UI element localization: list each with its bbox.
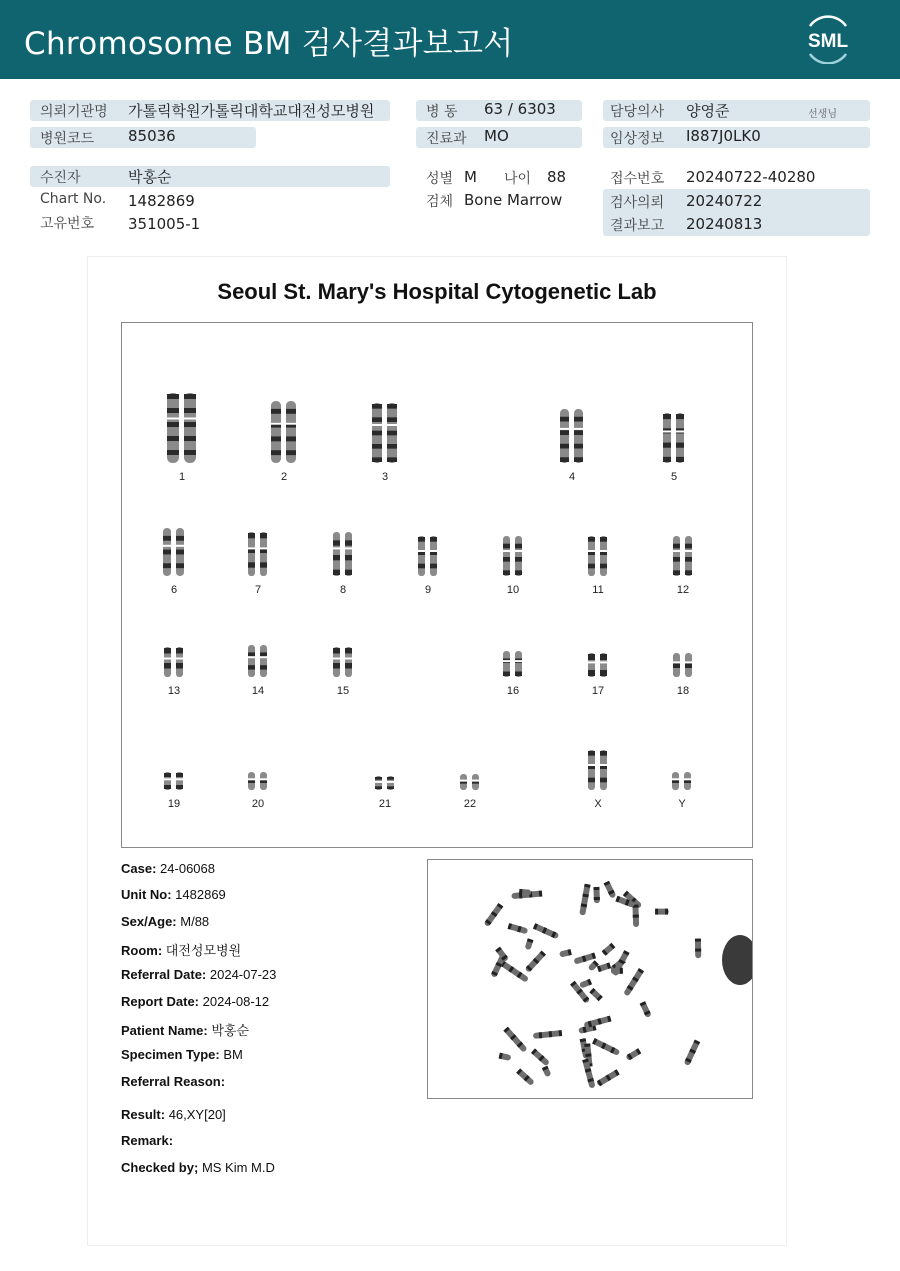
metaphase-chromosome bbox=[503, 1027, 527, 1053]
chromosome-label-10: 10 bbox=[506, 584, 520, 596]
chromosome-pair-20 bbox=[246, 770, 270, 792]
metaphase-chromosome bbox=[640, 1001, 652, 1018]
ward-value: 63 / 6303 bbox=[484, 100, 556, 118]
chromosome-label-4: 4 bbox=[568, 471, 576, 483]
chromosome-pair-15 bbox=[331, 645, 355, 679]
chromosome-label-19: 19 bbox=[167, 798, 181, 810]
metaphase-spread bbox=[428, 860, 752, 1098]
room-value: 대전성모병원 bbox=[165, 943, 242, 958]
hospital-code-value: 85036 bbox=[128, 127, 176, 145]
pname-line bbox=[121, 1020, 249, 1039]
unit-label: Unit No: bbox=[121, 887, 172, 902]
receipt-label: 접수번호 bbox=[610, 171, 665, 187]
chromosome-label-12: 12 bbox=[676, 584, 690, 596]
chromosome-label-13: 13 bbox=[167, 685, 181, 697]
chromosome-pair-14 bbox=[246, 643, 270, 679]
metaphase-chromosome bbox=[500, 960, 529, 982]
patient-band bbox=[30, 166, 390, 187]
metaphase-chromosome bbox=[508, 923, 529, 934]
metaphase-chromosome bbox=[559, 949, 572, 957]
metaphase-image bbox=[427, 859, 753, 1099]
result-value: 46,XY[20] bbox=[168, 1107, 226, 1122]
metaphase-chromosome bbox=[655, 909, 669, 915]
metaphase-chromosome bbox=[625, 1048, 641, 1061]
chart-value: 1482869 bbox=[128, 192, 195, 210]
chart-label: Chart No. bbox=[40, 191, 107, 207]
chromosome-pair-21 bbox=[373, 774, 397, 792]
sexage-value: M/88 bbox=[180, 914, 210, 929]
chromosome-label-22: 22 bbox=[463, 798, 477, 810]
metaphase-chromosome bbox=[604, 881, 617, 899]
ward-label: 병 동 bbox=[426, 104, 458, 120]
metaphase-chromosome bbox=[579, 884, 590, 916]
institution-value: 가톨릭학원가톨릭대학교대전성모병원 bbox=[128, 102, 375, 120]
chromosome-pair-7 bbox=[246, 530, 270, 578]
metaphase-chromosome bbox=[483, 903, 503, 927]
clinical-label: 임상정보 bbox=[610, 131, 665, 147]
remark-line bbox=[121, 1133, 173, 1148]
reason-line bbox=[121, 1074, 225, 1089]
metaphase-chromosome bbox=[584, 1016, 612, 1029]
metaphase-chromosome bbox=[601, 943, 615, 956]
metaphase-chromosome bbox=[582, 1059, 595, 1089]
age-label: 나이 bbox=[504, 171, 532, 187]
chromosome-label-17: 17 bbox=[591, 685, 605, 697]
specimen-value: Bone Marrow bbox=[464, 191, 563, 209]
chromosome-label-14: 14 bbox=[251, 685, 265, 697]
metaphase-chromosome bbox=[519, 889, 531, 896]
metaphase-chromosome bbox=[695, 939, 701, 959]
result-line bbox=[121, 1107, 226, 1122]
lab-title: Seoul St. Mary's Hospital Cytogenetic Lab bbox=[217, 279, 657, 304]
metaphase-chromosome bbox=[589, 988, 603, 1001]
chromosome-label-1: 1 bbox=[178, 471, 186, 483]
chromosome-pair-12 bbox=[671, 534, 695, 578]
metaphase-chromosome bbox=[525, 938, 534, 950]
metaphase-chromosome bbox=[587, 960, 598, 971]
case-label: Case: bbox=[121, 861, 157, 876]
doctor-value: 양영준 bbox=[686, 102, 730, 120]
spectype-line bbox=[121, 1047, 243, 1062]
unit-value: 1482869 bbox=[175, 887, 226, 902]
metaphase-chromosome bbox=[623, 968, 644, 997]
sexage-line bbox=[121, 914, 209, 929]
doctor-label: 담당의사 bbox=[610, 104, 665, 120]
doctor-suffix: 선생님 bbox=[808, 109, 837, 120]
chromosome-label-5: 5 bbox=[670, 471, 678, 483]
unique-value: 351005-1 bbox=[128, 215, 201, 233]
report-title: Chromosome BM 검사결과보고서 bbox=[24, 26, 514, 62]
chromosome-pair-10 bbox=[501, 534, 525, 578]
institution-label: 의뢰기관명 bbox=[40, 104, 108, 120]
report-date-label: 결과보고 bbox=[610, 218, 665, 234]
dept-value: MO bbox=[484, 127, 509, 145]
spectype-value: BM bbox=[223, 1047, 243, 1062]
checked-label: Checked by; bbox=[121, 1160, 199, 1175]
metaphase-chromosome bbox=[592, 1038, 620, 1056]
dept-label: 진료과 bbox=[426, 131, 467, 147]
chromosome-pair-16 bbox=[501, 649, 525, 679]
chromosome-pair-4 bbox=[558, 407, 586, 465]
chromosome-pair-17 bbox=[586, 651, 610, 679]
chromosome-pair-8 bbox=[331, 530, 355, 578]
sexage-label: Sex/Age: bbox=[121, 914, 177, 929]
repdate-line bbox=[121, 994, 269, 1009]
chromosome-pair-13 bbox=[162, 645, 186, 679]
room-line bbox=[121, 940, 241, 959]
sex-value: M bbox=[464, 168, 477, 186]
chromosome-label-11: 11 bbox=[592, 584, 604, 596]
chromosome-pair-6 bbox=[161, 526, 187, 578]
chromosome-pair-19 bbox=[162, 770, 186, 792]
refdate-line bbox=[121, 967, 276, 982]
chromosome-pair-9 bbox=[416, 534, 440, 578]
clinical-value: I887J0LK0 bbox=[686, 127, 761, 145]
chromosome-label-20: 20 bbox=[251, 798, 265, 810]
metaphase-chromosome bbox=[542, 1066, 552, 1078]
metaphase-chromosome bbox=[684, 1040, 701, 1067]
sex-label: 성별 bbox=[426, 171, 454, 187]
refdate-label: Referral Date: bbox=[121, 967, 207, 982]
hospital-code-label: 병원코드 bbox=[40, 131, 95, 147]
report-date-value: 20240813 bbox=[686, 215, 763, 233]
metaphase-chromosome bbox=[525, 950, 546, 972]
chromosome-label-3: 3 bbox=[381, 471, 389, 483]
sml-logo bbox=[800, 14, 856, 64]
request-value: 20240722 bbox=[686, 192, 763, 210]
remark-label: Remark: bbox=[121, 1133, 174, 1148]
checked-line bbox=[121, 1160, 275, 1175]
metaphase-chromosome bbox=[597, 962, 611, 972]
metaphase-chromosome bbox=[516, 1068, 535, 1086]
metaphase-chromosome bbox=[632, 905, 639, 928]
refdate-value: 2024-07-23 bbox=[209, 967, 277, 982]
chromosome-label-18: 18 bbox=[676, 685, 690, 697]
logo-text: SML bbox=[807, 31, 849, 52]
chromosome-pair-18 bbox=[671, 651, 695, 679]
repdate-label: Report Date: bbox=[121, 994, 200, 1009]
metaphase-chromosome bbox=[596, 1069, 620, 1086]
receipt-value: 20240722-40280 bbox=[686, 168, 816, 186]
unit-line bbox=[121, 887, 226, 902]
chromosome-pair-3 bbox=[370, 401, 400, 465]
metaphase-chromosome bbox=[499, 1053, 512, 1061]
metaphase-chromosome bbox=[611, 968, 623, 974]
repdate-value: 2024-08-12 bbox=[202, 994, 270, 1009]
chromosome-label-9: 9 bbox=[424, 584, 432, 596]
unique-label: 고유번호 bbox=[40, 216, 95, 232]
chromosome-pair-11 bbox=[586, 534, 610, 578]
metaphase-chromosome bbox=[579, 979, 592, 989]
chromosome-label-21: 21 bbox=[378, 798, 392, 810]
chromosome-pair-X bbox=[586, 748, 610, 792]
chromosome-label-Y: Y bbox=[678, 798, 686, 810]
patient-label: 수진자 bbox=[40, 170, 81, 186]
karyogram bbox=[121, 322, 753, 848]
chromosome-label-2: 2 bbox=[280, 471, 288, 483]
metaphase-chromosome bbox=[533, 923, 560, 939]
patient-value: 박홍순 bbox=[128, 168, 172, 186]
request-label: 검사의뢰 bbox=[610, 195, 665, 211]
pname-value: 박홍순 bbox=[211, 1023, 250, 1038]
chromosome-label-8: 8 bbox=[339, 584, 347, 596]
chromosome-pair-Y bbox=[670, 770, 694, 792]
specimen-label: 검체 bbox=[426, 194, 454, 210]
reason-label: Referral Reason: bbox=[121, 1074, 226, 1089]
spectype-label: Specimen Type: bbox=[121, 1047, 220, 1062]
chromosome-pair-22 bbox=[458, 772, 482, 792]
pname-label: Patient Name: bbox=[121, 1023, 208, 1038]
chromosome-label-X: X bbox=[594, 798, 602, 810]
header-bar bbox=[0, 0, 900, 79]
interphase-nucleus bbox=[722, 935, 752, 985]
case-line bbox=[121, 861, 215, 876]
chromosome-label-6: 6 bbox=[170, 584, 178, 596]
metaphase-chromosome bbox=[533, 1030, 562, 1039]
chromosome-label-16: 16 bbox=[506, 685, 520, 697]
result-label: Result: bbox=[121, 1107, 166, 1122]
chromosome-label-15: 15 bbox=[336, 685, 350, 697]
metaphase-chromosome bbox=[531, 1048, 550, 1066]
age-value: 88 bbox=[547, 168, 567, 186]
metaphase-chromosome bbox=[593, 887, 600, 903]
room-label: Room: bbox=[121, 943, 163, 958]
chromosome-pair-5 bbox=[661, 411, 687, 465]
case-value: 24-06068 bbox=[160, 861, 215, 876]
checked-value: MS Kim M.D bbox=[201, 1160, 275, 1175]
chromosome-pair-2 bbox=[269, 399, 299, 465]
chromosome-pair-1 bbox=[165, 391, 199, 465]
chromosome-label-7: 7 bbox=[254, 584, 262, 596]
